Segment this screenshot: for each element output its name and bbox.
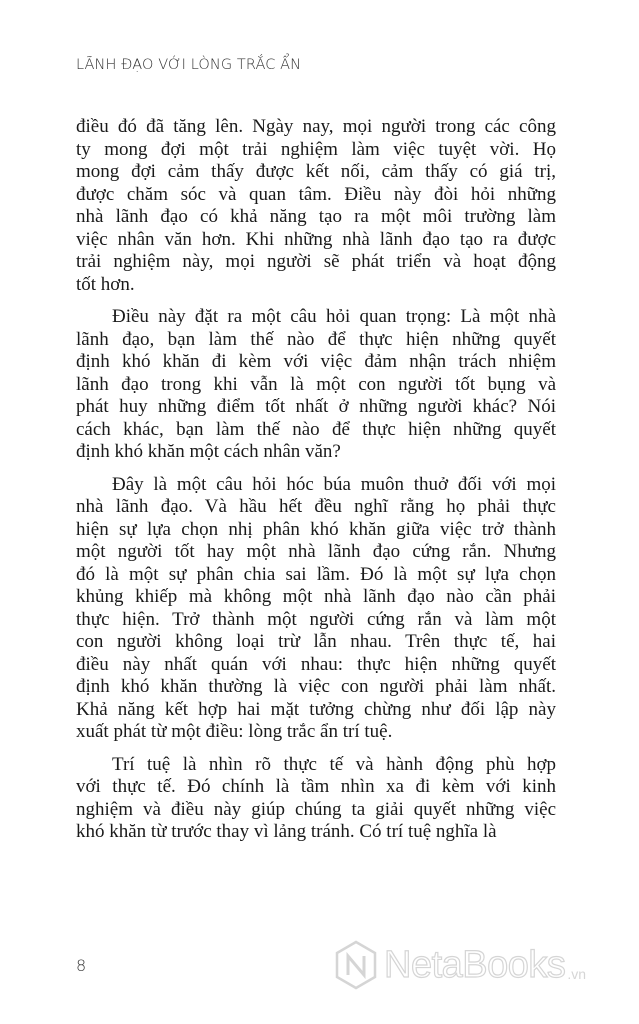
text-line: đó là một sự phân chia sai lầm. Đó là một sự lựa chọn [76, 563, 556, 585]
watermark [334, 940, 586, 990]
netabooks-logo-icon [334, 940, 378, 990]
text-line: điều này nhất quán với nhau: thực hiện những quyết [76, 653, 556, 675]
paragraph [76, 754, 556, 844]
text-line: phát huy những điểm tốt nhất ở những người khác? Nói [76, 396, 556, 417]
paragraph [76, 306, 556, 464]
text-line: thực hiện. Trở thành một người cứng rắn và làm một [76, 608, 556, 630]
text-line: Khả năng kết hợp hai mặt tưởng chừng như đối lập này [76, 698, 556, 720]
paragraph [76, 474, 556, 744]
text-line: xuất phát từ một điều: lòng trắc ẩn trí tuệ. [76, 721, 393, 742]
text-line: lãnh đạo, bạn làm thế nào để thực hiện những quyết [76, 328, 556, 350]
text-line: con người không loại trừ lẫn nhau. Trên thực tế, hai [76, 631, 556, 652]
watermark-brand: NetaBooks [384, 943, 566, 986]
text-line: khủng khiếp mà không một nhà lãnh đạo nào cần phải [76, 586, 556, 607]
page-number: 8 [76, 956, 87, 975]
text-line: hiện sự lựa chọn nhị phân khó khăn giữa việc trở thành [76, 518, 556, 540]
text-line: định khó khăn đi kèm với việc đảm nhận trách nhiệm [76, 351, 556, 372]
text-line: một người tốt hay một nhà lãnh đạo cứng rắn. Nhưng [76, 541, 556, 562]
text-line: với thực tế. Đó chính là tầm nhìn xa đi kèm với kinh [76, 776, 556, 797]
text-line: lãnh đạo trong khi vẫn là một con người tốt bụng và [76, 373, 556, 395]
text-line: tốt hơn. [76, 273, 135, 295]
text-line: được chăm sóc và quan tâm. Điều này đòi hỏi những [76, 183, 556, 205]
page-body [76, 116, 556, 854]
watermark-suffix: .vn [567, 966, 587, 982]
text-line: nghiệm và điều này giúp chúng ta giải quyết những việc [76, 798, 556, 820]
text-line: ty mong đợi một trải nghiệm làm việc tuyệt vời. Họ [76, 138, 556, 160]
text-line: điều đó đã tăng lên. Ngày nay, mọi người trong các công [76, 116, 556, 137]
text-line: việc nhân văn hơn. Khi những nhà lãnh đạo tạo ra được [76, 228, 556, 250]
paragraph [76, 116, 556, 296]
text-line: cách khác, bạn làm thế nào để thực hiện những quyết [76, 418, 556, 440]
text-line: nhà lãnh đạo. Và hầu hết đều nghĩ rằng họ phải thực [76, 496, 556, 517]
text-line: Điều này đặt ra một câu hỏi quan trọng: Là một nhà [112, 306, 556, 327]
text-line: định khó khăn thường là việc con người phải làm nhất. [76, 676, 556, 697]
text-line: Trí tuệ là nhìn rõ thực tế và hành động phù hợp [112, 753, 556, 775]
text-line: định khó khăn một cách nhân văn? [76, 441, 341, 462]
text-line: khó khăn từ trước thay vì lảng tránh. Có trí tuệ nghĩa là [76, 821, 497, 842]
text-line: trải nghiệm này, mọi người sẽ phát triển và hoạt động [76, 251, 556, 272]
text-line: Đây là một câu hỏi hóc búa muôn thuở đối với mọi [112, 473, 556, 495]
text-line: mong đợi cảm thấy được kết nối, cảm thấy có giá trị, [76, 161, 556, 182]
text-line: nhà lãnh đạo có khả năng tạo ra một môi trường làm [76, 206, 556, 227]
running-header: LÃNH ĐẠO VỚI LÒNG TRẮC ẨN [76, 57, 302, 73]
